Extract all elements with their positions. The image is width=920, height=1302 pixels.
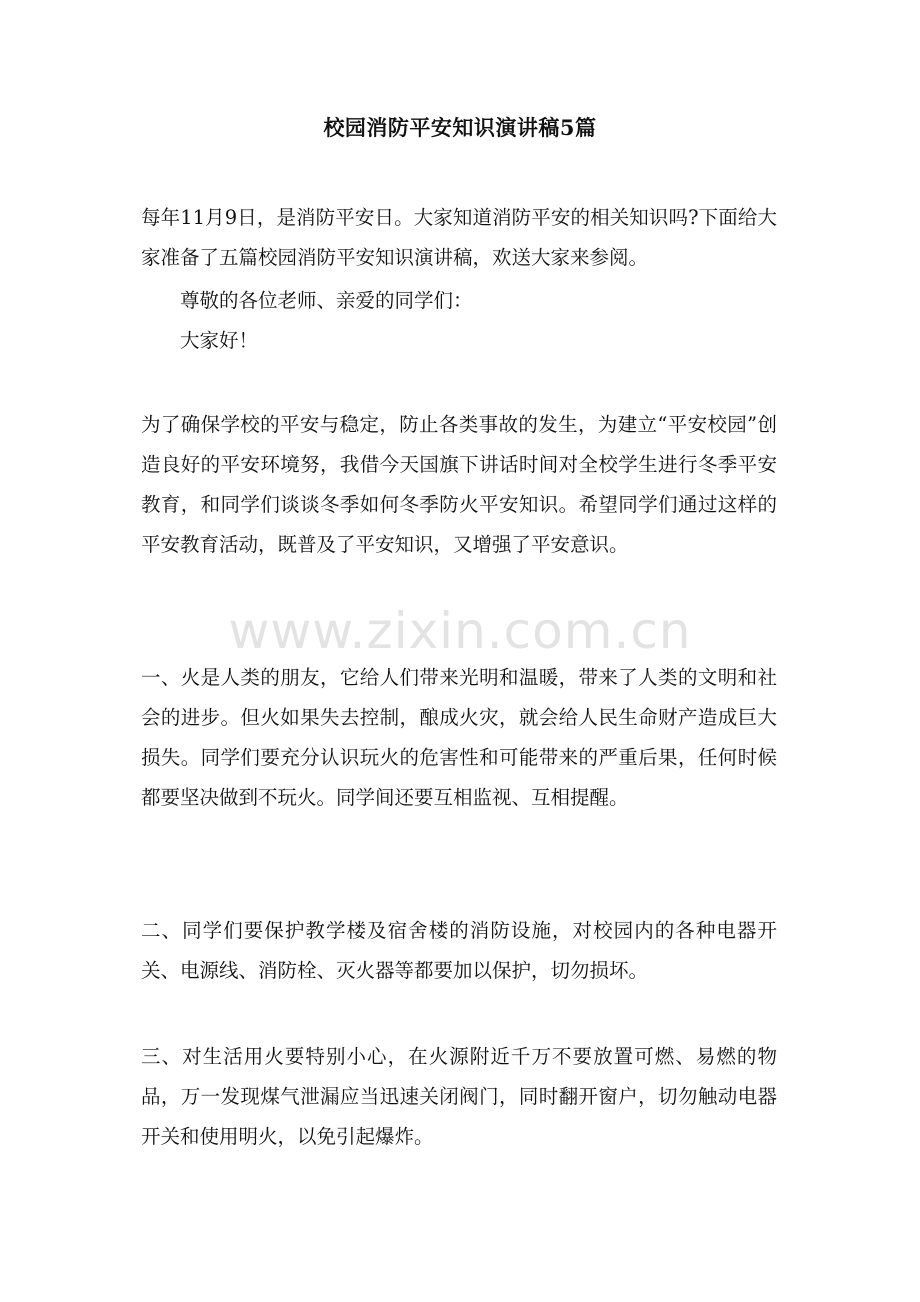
greeting: 大家好！ — [180, 329, 259, 352]
paragraph-4: 三、对生活用火要特别小心，在火源附近千万不要放置可燃、易燃的物品，万一发现煤气泄漏应当迅速关闭阀门，同时翻开窗户，切勿触动电器开关和使用明火，以免引起爆炸。 — [141, 1045, 777, 1148]
intro-paragraph: 每年11月9日，是消防平安日。大家知道消防平安的相关知识吗?下面给大家准备了五篇校园消防平安知识演讲稿，欢送大家来参阅。 — [141, 206, 777, 269]
paragraph-3: 二、同学们要保护教学楼及宿舍楼的消防设施，对校园内的各种电器开关、电源线、消防栓、灭火器等都要加以保护，切勿损坏。 — [141, 919, 777, 982]
salutation: 尊敬的各位老师、亲爱的同学们： — [180, 289, 473, 312]
paragraph-1: 为了确保学校的平安与稳定，防止各类事故的发生，为建立“平安校园”创造良好的平安环境努，我借今天国旗下讲话时间对全校学生进行冬季平安教育，和同学们谈谈冬季如何冬季防火平安知识。希望同学们通过这样的平安教育活动，既普及了平安知识，又增强了平安意识。 — [141, 413, 777, 556]
document-title: 校园消防平安知识演讲稿5篇 — [323, 115, 597, 140]
watermark: www.zixin.com.cn — [228, 602, 692, 660]
paragraph-2: 一、火是人类的朋友，它给人们带来光明和温暖，带来了人类的文明和社会的进步。但火如果失去控制，酿成火灾，就会给人民生命财产造成巨大损失。同学们要充分认识玩火的危害性和可能带来的严重后果，任何时候都要坚决做到不玩火。同学间还要互相监视、互相提醒。 — [141, 666, 777, 809]
